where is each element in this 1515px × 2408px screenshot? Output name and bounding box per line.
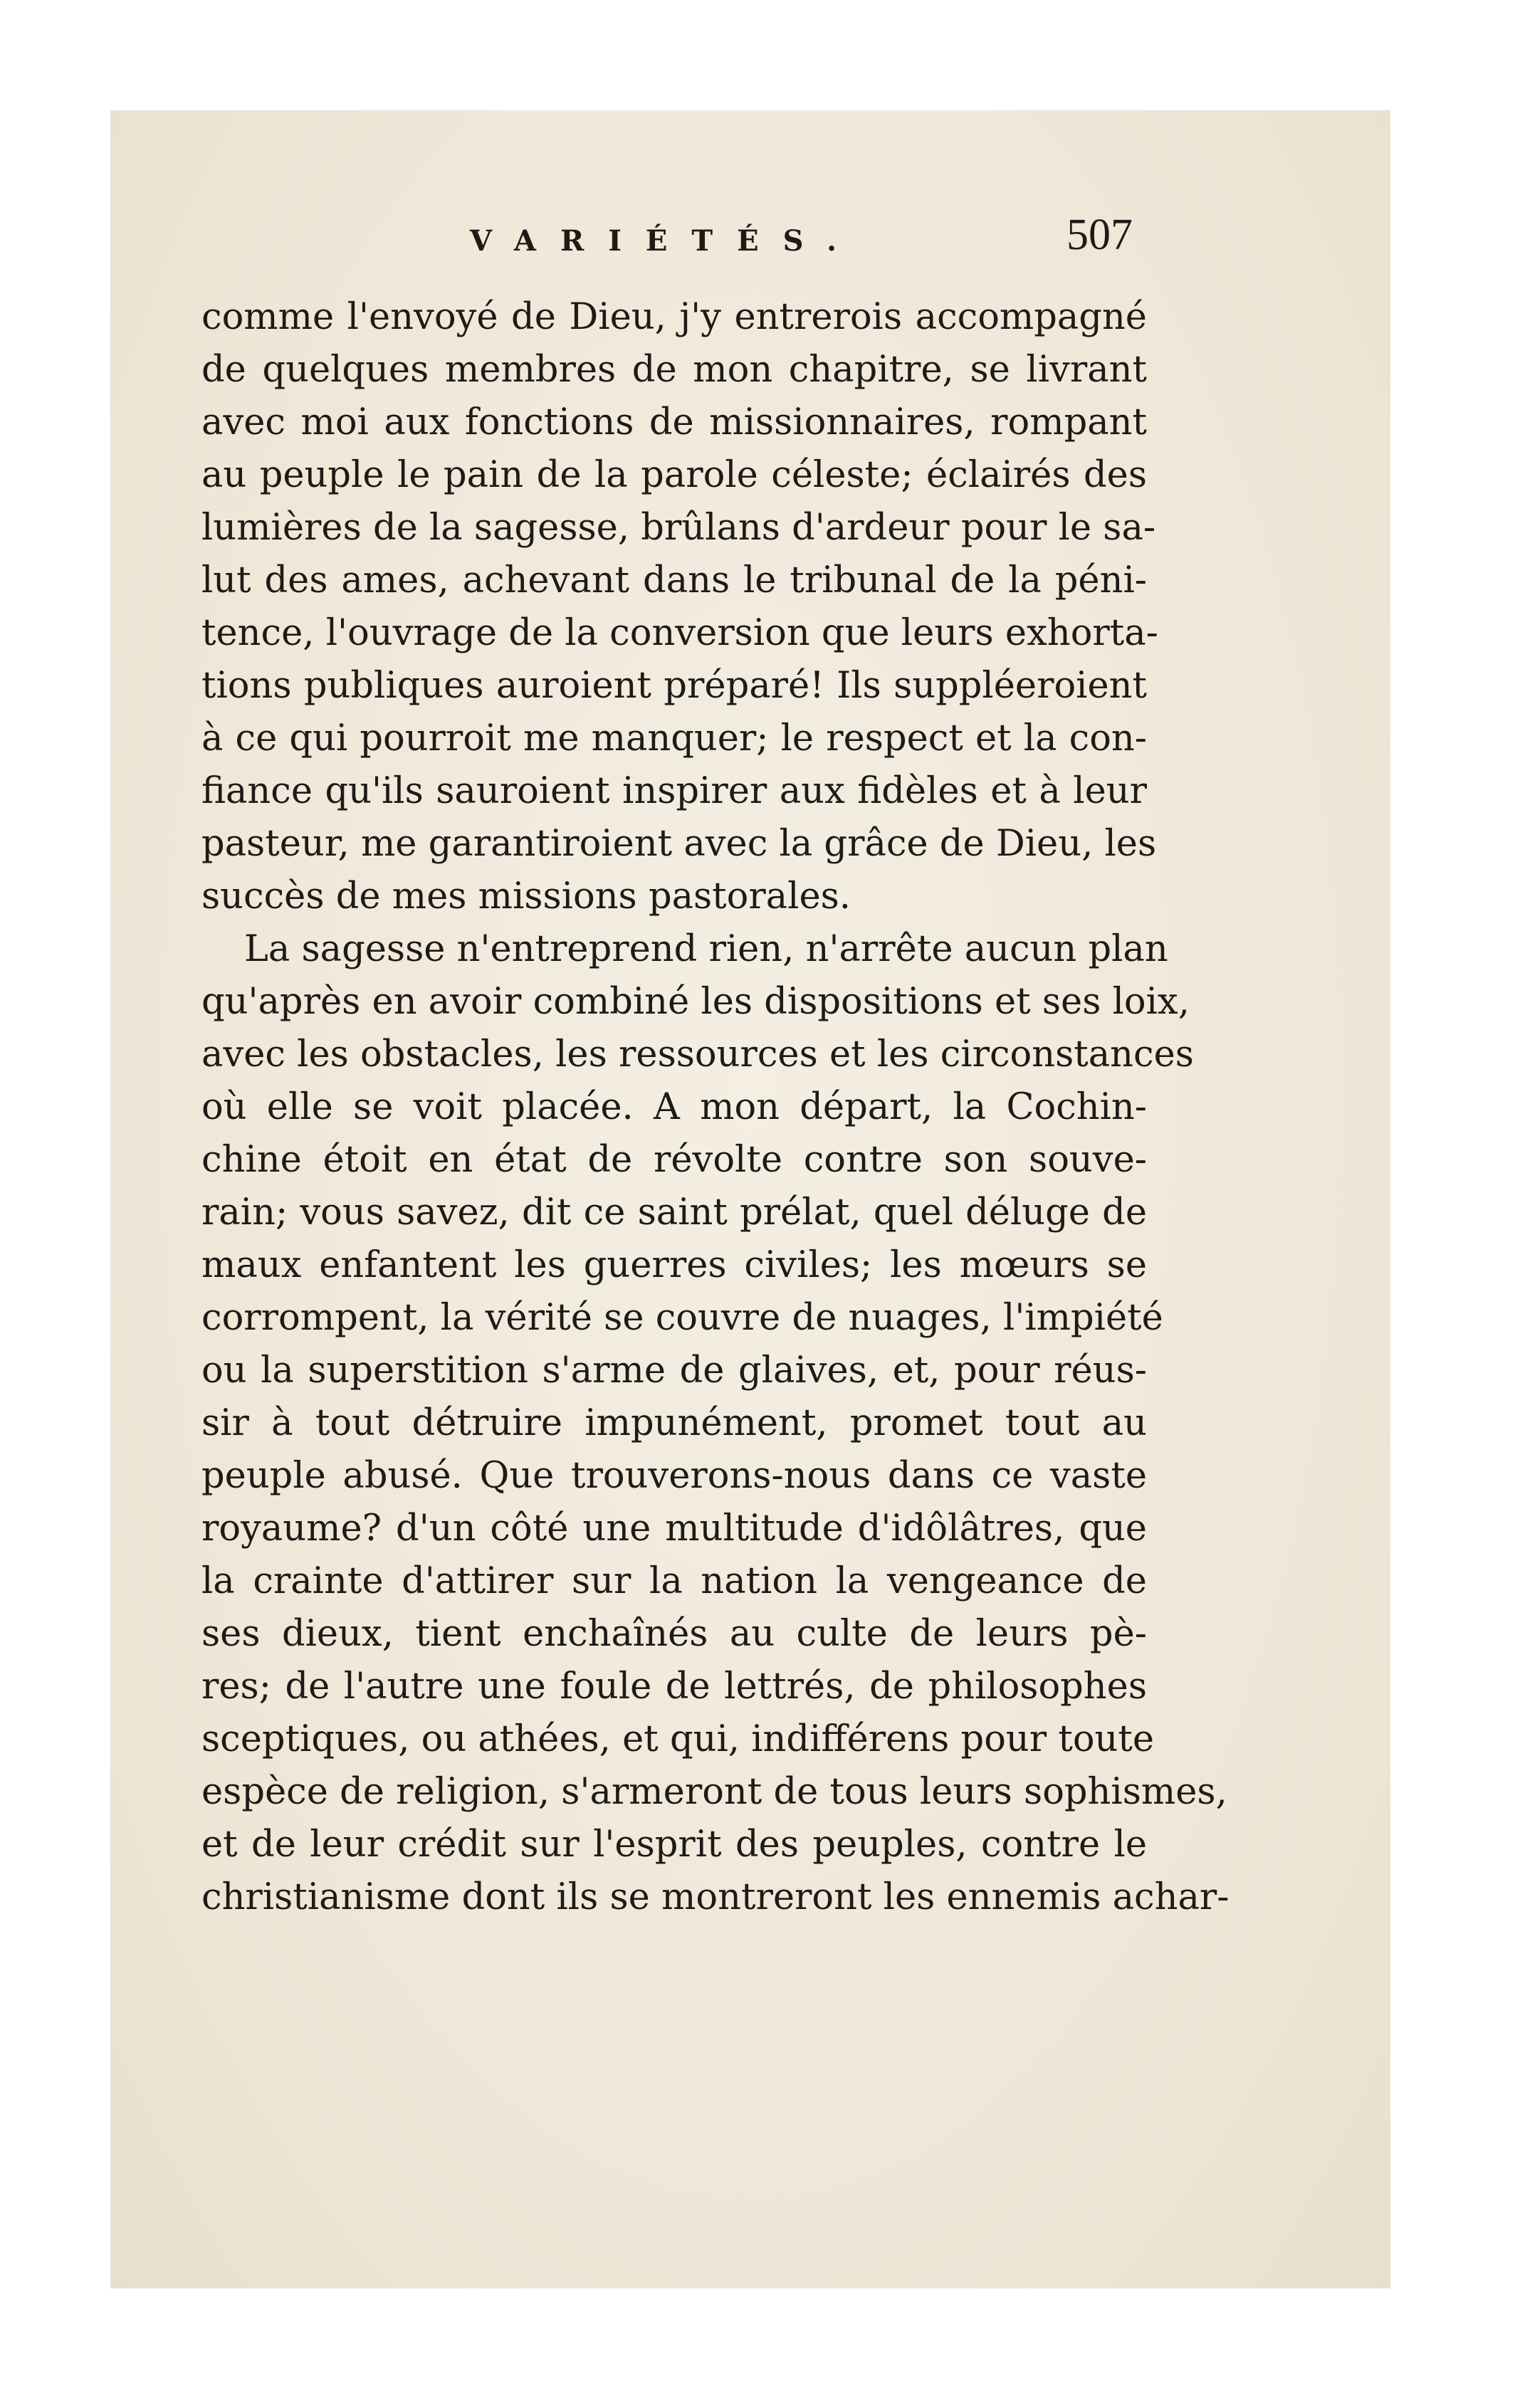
text-line: tions publiques auroient préparé! Ils suppléeroient — [201, 665, 1147, 707]
text-line: la crainte d'attirer sur la nation la vengeance de — [201, 1560, 1147, 1602]
text-line: royaume? d'un côté une multitude d'idôlâtres, que — [201, 1508, 1147, 1550]
text-line: lumières de la sagesse, brûlans d'ardeur pour le sa- — [201, 507, 1156, 549]
text-line: sir à tout détruire impunément, promet tout au — [201, 1402, 1147, 1444]
text-line: ou la superstition s'arme de glaives, et, pour réus- — [201, 1350, 1147, 1392]
text-line: corrompent, la vérité se couvre de nuages, l'impiété — [201, 1297, 1163, 1339]
text-line: succès de mes missions pastorales. — [201, 876, 851, 918]
text-line: maux enfantent les guerres civiles; les mœurs se — [201, 1244, 1147, 1286]
text-line: avec les obstacles, les ressources et les circonstances — [201, 1034, 1194, 1076]
text-line: lut des ames, achevant dans le tribunal de la péni- — [201, 559, 1147, 601]
text-line: pasteur, me garantiroient avec la grâce de Dieu, les — [201, 823, 1157, 865]
text-line: et de leur crédit sur l'esprit des peuples, contre le — [201, 1824, 1147, 1866]
text-line: ses dieux, tient enchaînés au culte de leurs pè- — [201, 1613, 1147, 1655]
text-line: de quelques membres de mon chapitre, se livrant — [201, 349, 1147, 391]
text-line: au peuple le pain de la parole céleste; éclairés des — [201, 454, 1147, 496]
text-line: tence, l'ouvrage de la conversion que leurs exhorta- — [201, 612, 1158, 654]
text-line: où elle se voit placée. A mon départ, la Cochin- — [201, 1086, 1147, 1128]
text-line: sceptiques, ou athées, et qui, indifférens pour toute — [201, 1718, 1155, 1760]
text-line: chine étoit en état de révolte contre son souve- — [201, 1139, 1147, 1181]
page-number: 507 — [1066, 211, 1133, 259]
text-line: espèce de religion, s'armeront de tous leurs sophismes, — [201, 1771, 1227, 1813]
running-head-title: VARIÉTÉS. — [470, 224, 861, 258]
text-line: avec moi aux fonctions de missionnaires, rompant — [201, 401, 1147, 443]
text-line: res; de l'autre une foule de lettrés, de philosophes — [201, 1666, 1147, 1708]
text-line: rain; vous savez, dit ce saint prélat, quel déluge de — [201, 1192, 1147, 1234]
text-line: peuple abusé. Que trouverons-nous dans ce vaste — [201, 1455, 1147, 1497]
text-line: fiance qu'ils sauroient inspirer aux fidèles et à leur — [201, 770, 1147, 812]
text-line: comme l'envoyé de Dieu, j'y entrerois accompagné — [201, 296, 1147, 338]
book-page — [110, 110, 1390, 2288]
paragraph-2 — [201, 923, 1230, 1924]
text-line: qu'après en avoir combiné les dispositions et ses loix, — [201, 981, 1190, 1023]
running-head — [110, 210, 1390, 274]
paragraph-1 — [201, 291, 1158, 923]
text-line: à ce qui pourroit me manquer; le respect et la con- — [201, 717, 1147, 759]
body-text — [201, 291, 1230, 1924]
text-line: christianisme dont ils se montreront les ennemis achar- — [201, 1876, 1230, 1918]
text-line: La sagesse n'entreprend rien, n'arrête aucun plan — [244, 928, 1168, 970]
